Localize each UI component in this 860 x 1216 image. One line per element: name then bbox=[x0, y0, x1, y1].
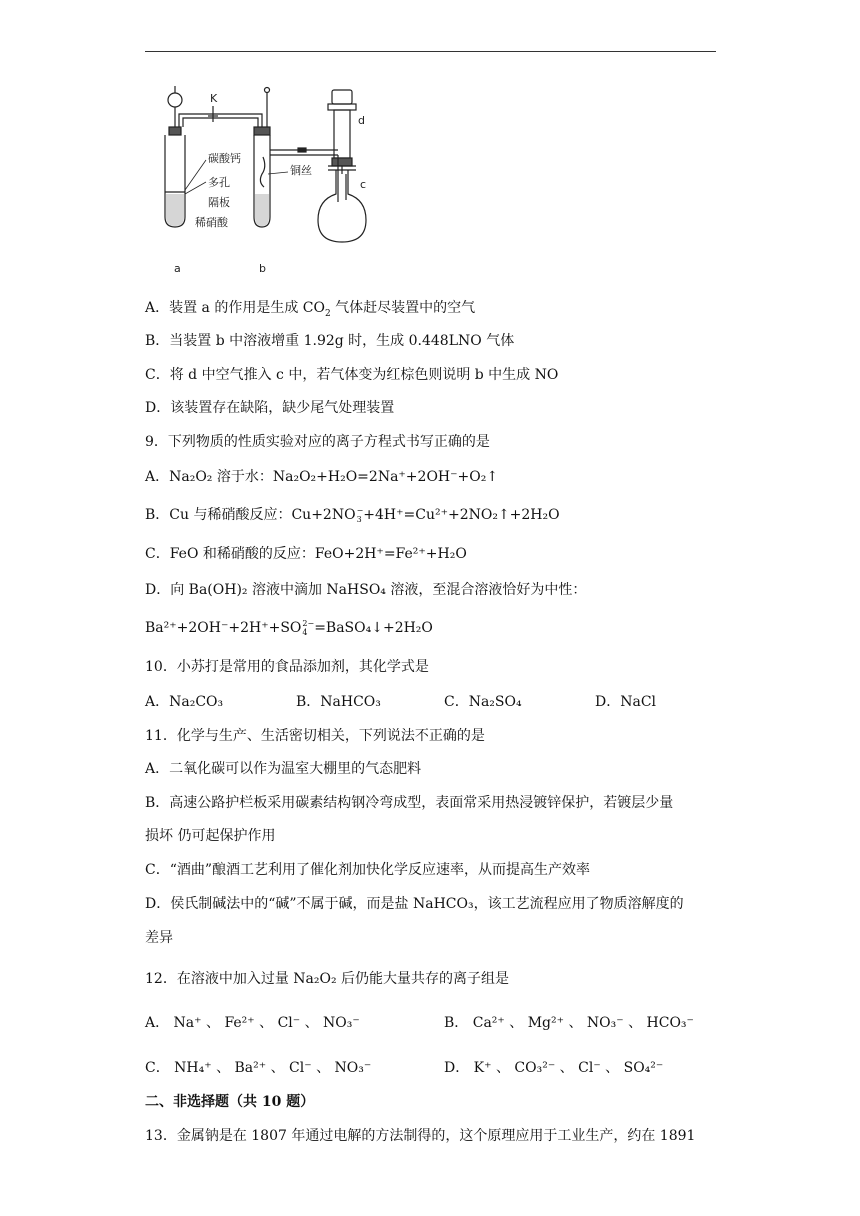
q9-option-b: B．Cu 与稀硝酸反应：Cu+2NO − 3 +4H⁺=Cu²⁺+2NO₂↑+2H₂O bbox=[145, 506, 560, 524]
q9-option-a: A．Na₂O₂ 溶于水：Na₂O₂+H₂O=2Na⁺+2OH⁻+O₂↑ bbox=[145, 469, 499, 485]
label-c: c bbox=[360, 178, 367, 191]
label-d: d bbox=[358, 114, 365, 127]
label-b: b bbox=[259, 262, 266, 275]
q8-option-c: C．将 d 中空气推入 c 中，若气体变为红棕色则说明 b 中生成 NO bbox=[145, 367, 559, 383]
label-porous-2: 隔板 bbox=[208, 196, 230, 209]
q12-stem: 12．在溶液中加入过量 Na₂O₂ 后仍能大量共存的离子组是 bbox=[145, 971, 510, 987]
q12-option-a: A． Na⁺ 、 Fe²⁺ 、 Cl⁻ 、 NO₃⁻ bbox=[145, 1015, 360, 1031]
q11-option-d-line1: D．侯氏制碱法中的“碱”不属于碱，而是盐 NaHCO₃，该工艺流程应用了物质溶解度的 bbox=[145, 896, 684, 912]
label-k: K bbox=[210, 92, 218, 105]
apparatus-figure bbox=[150, 82, 390, 277]
q11-option-a: A．二氧化碳可以作为温室大棚里的气态肥料 bbox=[145, 761, 422, 777]
q11-option-c: C．“酒曲”酿酒工艺利用了催化剂加快化学反应速率，从而提高生产效率 bbox=[145, 862, 591, 878]
label-cu: 铜丝 bbox=[290, 164, 312, 177]
q10-option-a: A．Na₂CO₃ bbox=[145, 694, 224, 710]
q11-stem: 11．化学与生产、生活密切相关，下列说法不正确的是 bbox=[145, 728, 485, 744]
label-a: a bbox=[174, 262, 181, 275]
q9-option-d-equation: Ba²⁺+2OH⁻+2H⁺+SO 2− 4 =BaSO₄↓+2H₂O bbox=[145, 619, 433, 637]
q11-option-b-line1: B．高速公路护栏板采用碳素结构钢冷弯成型，表面常采用热浸镀锌保护，若镀层少量 bbox=[145, 795, 674, 811]
q12-option-b: B． Ca²⁺ 、 Mg²⁺ 、 NO₃⁻ 、 HCO₃⁻ bbox=[444, 1015, 694, 1031]
q8-option-b: B．当装置 b 中溶液增重 1.92g 时，生成 0.448LNO 气体 bbox=[145, 333, 515, 349]
q10-option-c: C．Na₂SO₄ bbox=[444, 694, 522, 710]
q9-stem: 9．下列物质的性质实验对应的离子方程式书写正确的是 bbox=[145, 434, 490, 450]
header-rule bbox=[145, 51, 716, 52]
apparatus-diagram bbox=[150, 82, 390, 277]
q12-option-d: D． K⁺ 、 CO₃²⁻ 、 Cl⁻ 、 SO₄²⁻ bbox=[444, 1060, 664, 1076]
q11-option-d-line2: 差异 bbox=[145, 930, 173, 946]
label-hno3: 稀硝酸 bbox=[195, 216, 228, 229]
q9-option-d: D．向 Ba(OH)₂ 溶液中滴加 NaHSO₄ 溶液，至混合溶液恰好为中性： bbox=[145, 582, 587, 598]
q10-option-d: D．NaCl bbox=[595, 694, 657, 710]
label-porous-1: 多孔 bbox=[208, 176, 230, 189]
q8-option-a: A．装置 a 的作用是生成 $CO_2$ 气体赶尽装置中的空气 bbox=[145, 300, 476, 319]
section-heading: 二、非选择题（共 10 题） bbox=[145, 1094, 315, 1110]
q10-stem: 10．小苏打是常用的食品添加剂，其化学式是 bbox=[145, 659, 429, 675]
q13-stem: 13．金属钠是在 1807 年通过电解的方法制得的，这个原理应用于工业生产，约在 1891 bbox=[145, 1128, 696, 1144]
label-caco3: 碳酸钙 bbox=[208, 152, 241, 165]
q8-option-d: D．该装置存在缺陷，缺少尾气处理装置 bbox=[145, 400, 395, 416]
q10-option-b: B．NaHCO₃ bbox=[296, 694, 381, 710]
q9-option-c: C．FeO 和稀硝酸的反应：FeO+2H⁺=Fe²⁺+H₂O bbox=[145, 546, 467, 562]
q11-option-b-line2: 损坏 仍可起保护作用 bbox=[145, 828, 276, 844]
q12-option-c: C． NH₄⁺ 、 Ba²⁺ 、 Cl⁻ 、 NO₃⁻ bbox=[145, 1060, 372, 1076]
